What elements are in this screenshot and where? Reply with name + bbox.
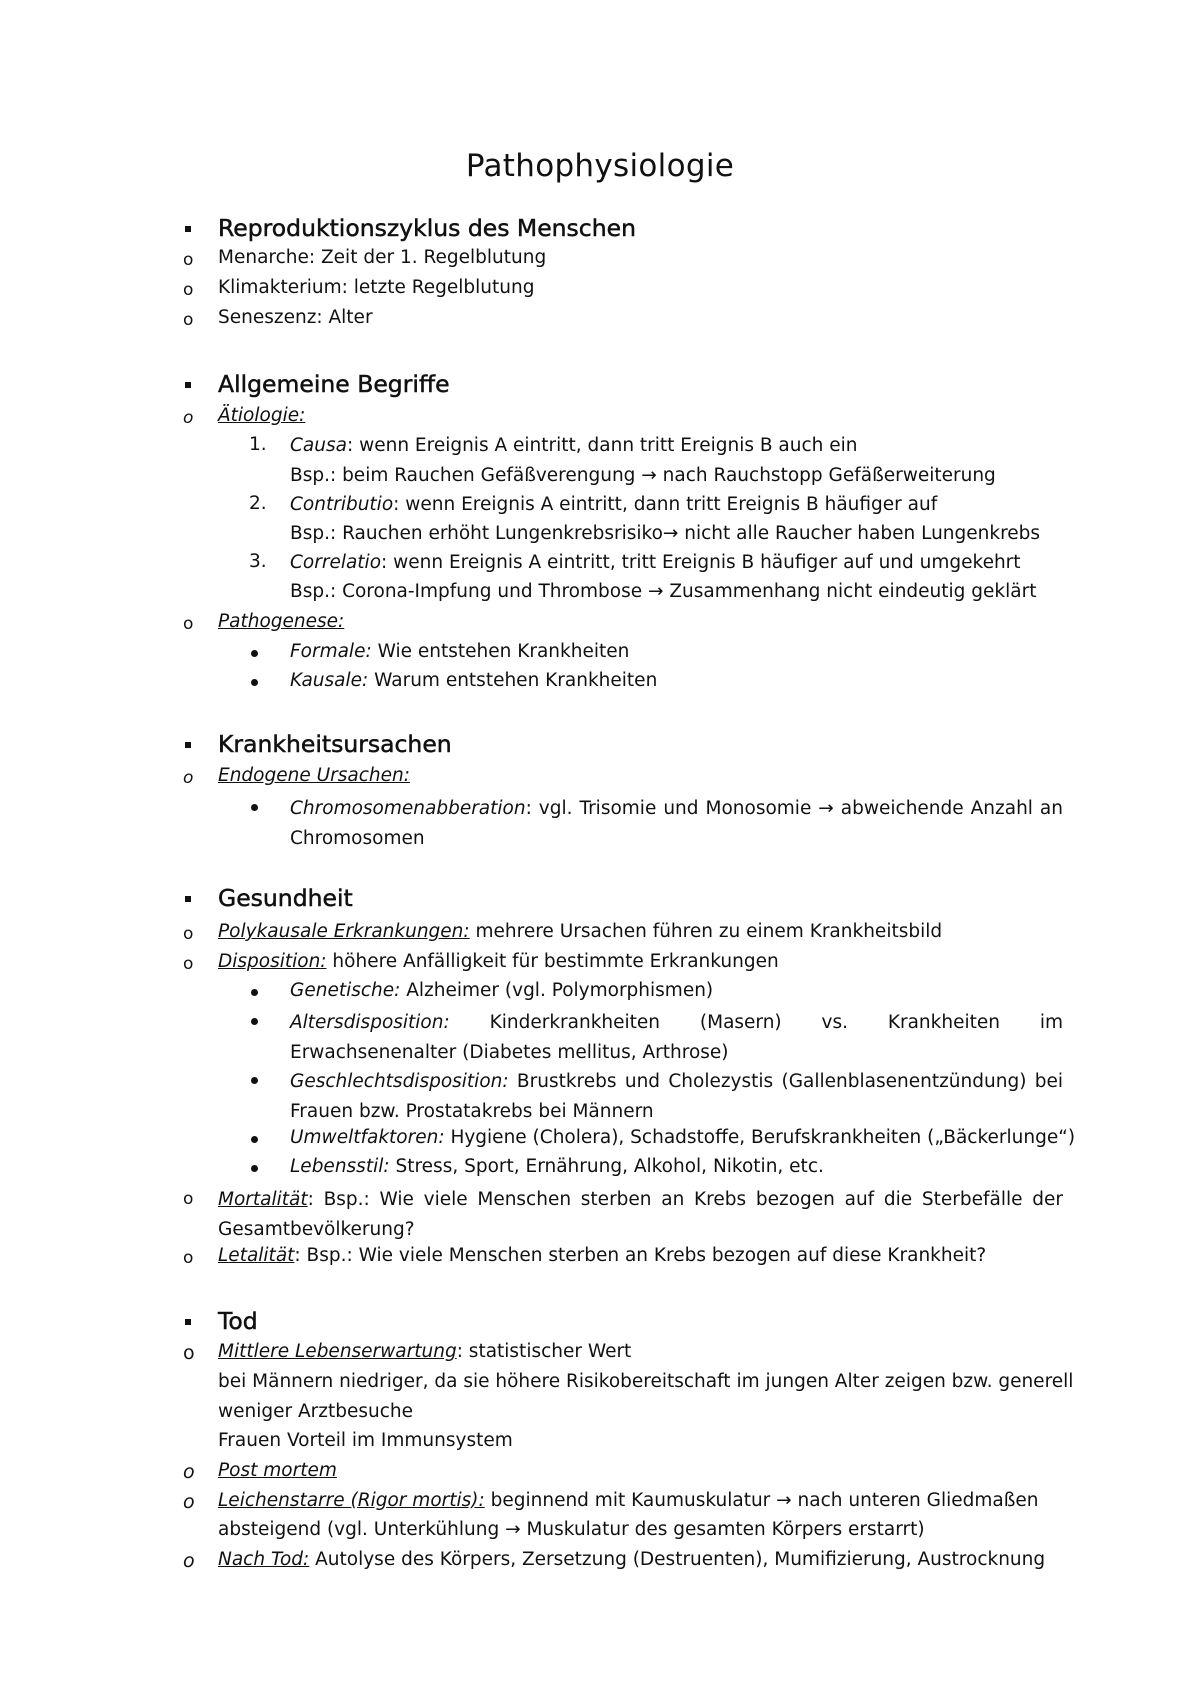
list-item: Formale: Wie entstehen Krankheiten	[290, 641, 630, 662]
section-heading: Allgemeine Begriffe	[218, 370, 450, 398]
example-line: Bsp.: beim Rauchen Gefäßverengung → nach Rauchstopp Gefäßerweiterung	[290, 465, 996, 486]
list-item: Seneszenz: Alter	[218, 307, 373, 328]
list-item: Altersdisposition: Kinderkrankheiten (Masern) vs. Krankheiten im Erwachsenenalter (Diabetes mellitus, Arthrose)	[290, 1012, 1063, 1063]
square-bullet-icon	[185, 226, 191, 232]
list-item: Mortalität: Bsp.: Wie viele Menschen sterben an Krebs bezogen auf die Sterbefälle der Gesamtbevölkerung?	[218, 1189, 1063, 1240]
page-title: Pathophysiologie	[465, 148, 735, 184]
bullet-icon	[251, 1077, 258, 1084]
text-line: Frauen Vorteil im Immunsystem	[218, 1430, 513, 1451]
list-item: Polykausale Erkrankungen: mehrere Ursachen führen zu einem Krankheitsbild	[218, 921, 943, 942]
section-heading: Reproduktionszyklus des Menschen	[218, 214, 636, 242]
list-item: Genetische: Alzheimer (vgl. Polymorphismen)	[290, 980, 714, 1001]
list-item: Lebensstil: Stress, Sport, Ernährung, Alkohol, Nikotin, etc.	[290, 1156, 824, 1177]
list-item: Klimakterium: letzte Regelblutung	[218, 277, 535, 298]
bullet-icon	[251, 1136, 258, 1143]
circle-bullet-icon: o	[183, 614, 194, 634]
circle-bullet-icon: o	[183, 1550, 195, 1572]
list-item: Disposition: höhere Anfälligkeit für bestimmte Erkrankungen	[218, 951, 779, 972]
circle-bullet-icon: o	[183, 280, 194, 300]
circle-bullet-icon: o	[183, 1248, 194, 1268]
list-item: Kausale: Warum entstehen Krankheiten	[290, 670, 658, 691]
bullet-icon	[251, 989, 258, 996]
circle-bullet-icon: o	[183, 250, 194, 270]
section-heading: Gesundheit	[218, 884, 353, 912]
list-item: Menarche: Zeit der 1. Regelblutung	[218, 247, 547, 268]
section-heading: Tod	[218, 1307, 258, 1335]
circle-bullet-icon: o	[183, 1461, 195, 1483]
example-line: Bsp.: Rauchen erhöht Lungenkrebsrisiko→ nicht alle Raucher haben Lungenkrebs	[290, 523, 1041, 544]
bullet-icon	[251, 804, 258, 811]
circle-bullet-icon: o	[183, 954, 194, 974]
example-line: Bsp.: Corona-Impfung und Thrombose → Zusammenhang nicht eindeutig geklärt	[290, 581, 1037, 602]
text-line: weniger Arztbesuche	[218, 1401, 413, 1422]
square-bullet-icon	[185, 1319, 191, 1325]
bullet-icon	[251, 1165, 258, 1172]
circle-bullet-icon: o	[183, 1491, 195, 1513]
square-bullet-icon	[185, 382, 191, 388]
bullet-icon	[251, 1018, 258, 1025]
list-item: Mittlere Lebenserwartung: statistischer Wert	[218, 1341, 632, 1362]
list-number: 3.	[249, 551, 267, 572]
list-item: Letalität: Bsp.: Wie viele Menschen sterben an Krebs bezogen auf diese Krankheit?	[218, 1245, 987, 1266]
circle-bullet-icon: o	[183, 1342, 195, 1364]
list-item: Geschlechtsdisposition: Brustkrebs und Cholezystis (Gallenblasenentzündung) bei Frauen bzw. Prostatakrebs bei Männern	[290, 1071, 1063, 1122]
term-aetiologie: Ätiologie:	[218, 405, 306, 426]
circle-bullet-icon: o	[183, 408, 194, 428]
list-item: Correlatio: wenn Ereignis A eintritt, tritt Ereignis B häufiger auf und umgekehrt	[290, 552, 1021, 573]
text-line: absteigend (vgl. Unterkühlung → Muskulatur des gesamten Körpers erstarrt)	[218, 1519, 925, 1540]
term-pathogenese: Pathogenese:	[218, 611, 345, 632]
square-bullet-icon	[185, 896, 191, 902]
list-item: Contributio: wenn Ereignis A eintritt, dann tritt Ereignis B häufiger auf	[290, 494, 938, 515]
term-post-mortem: Post mortem	[218, 1460, 337, 1481]
square-bullet-icon	[185, 742, 191, 748]
circle-bullet-icon: o	[183, 768, 194, 788]
list-item: Umweltfaktoren: Hygiene (Cholera), Schadstoffe, Berufskrankheiten („Bäckerlunge“)	[290, 1127, 1076, 1148]
text-line: bei Männern niedriger, da sie höhere Risikobereitschaft im jungen Alter zeigen bzw. generell	[218, 1371, 1074, 1392]
list-item: Causa: wenn Ereignis A eintritt, dann tritt Ereignis B auch ein	[290, 435, 858, 456]
list-number: 2.	[249, 493, 267, 514]
bullet-icon	[251, 679, 258, 686]
list-item: Chromosomenabberation: vgl. Trisomie und Monosomie → abweichende Anzahl an Chromosomen	[290, 798, 1063, 849]
list-number: 1.	[249, 434, 267, 455]
circle-bullet-icon: o	[183, 924, 194, 944]
circle-bullet-icon: o	[183, 310, 194, 330]
term-endogen: Endogene Ursachen:	[218, 765, 410, 786]
circle-bullet-icon: o	[183, 1189, 194, 1209]
bullet-icon	[251, 650, 258, 657]
list-item: Nach Tod: Autolyse des Körpers, Zersetzung (Destruenten), Mumifizierung, Austrocknung	[218, 1549, 1046, 1570]
list-item: Leichenstarre (Rigor mortis): beginnend mit Kaumuskulatur → nach unteren Gliedmaßen	[218, 1490, 1039, 1511]
section-heading: Krankheitsursachen	[218, 730, 452, 758]
